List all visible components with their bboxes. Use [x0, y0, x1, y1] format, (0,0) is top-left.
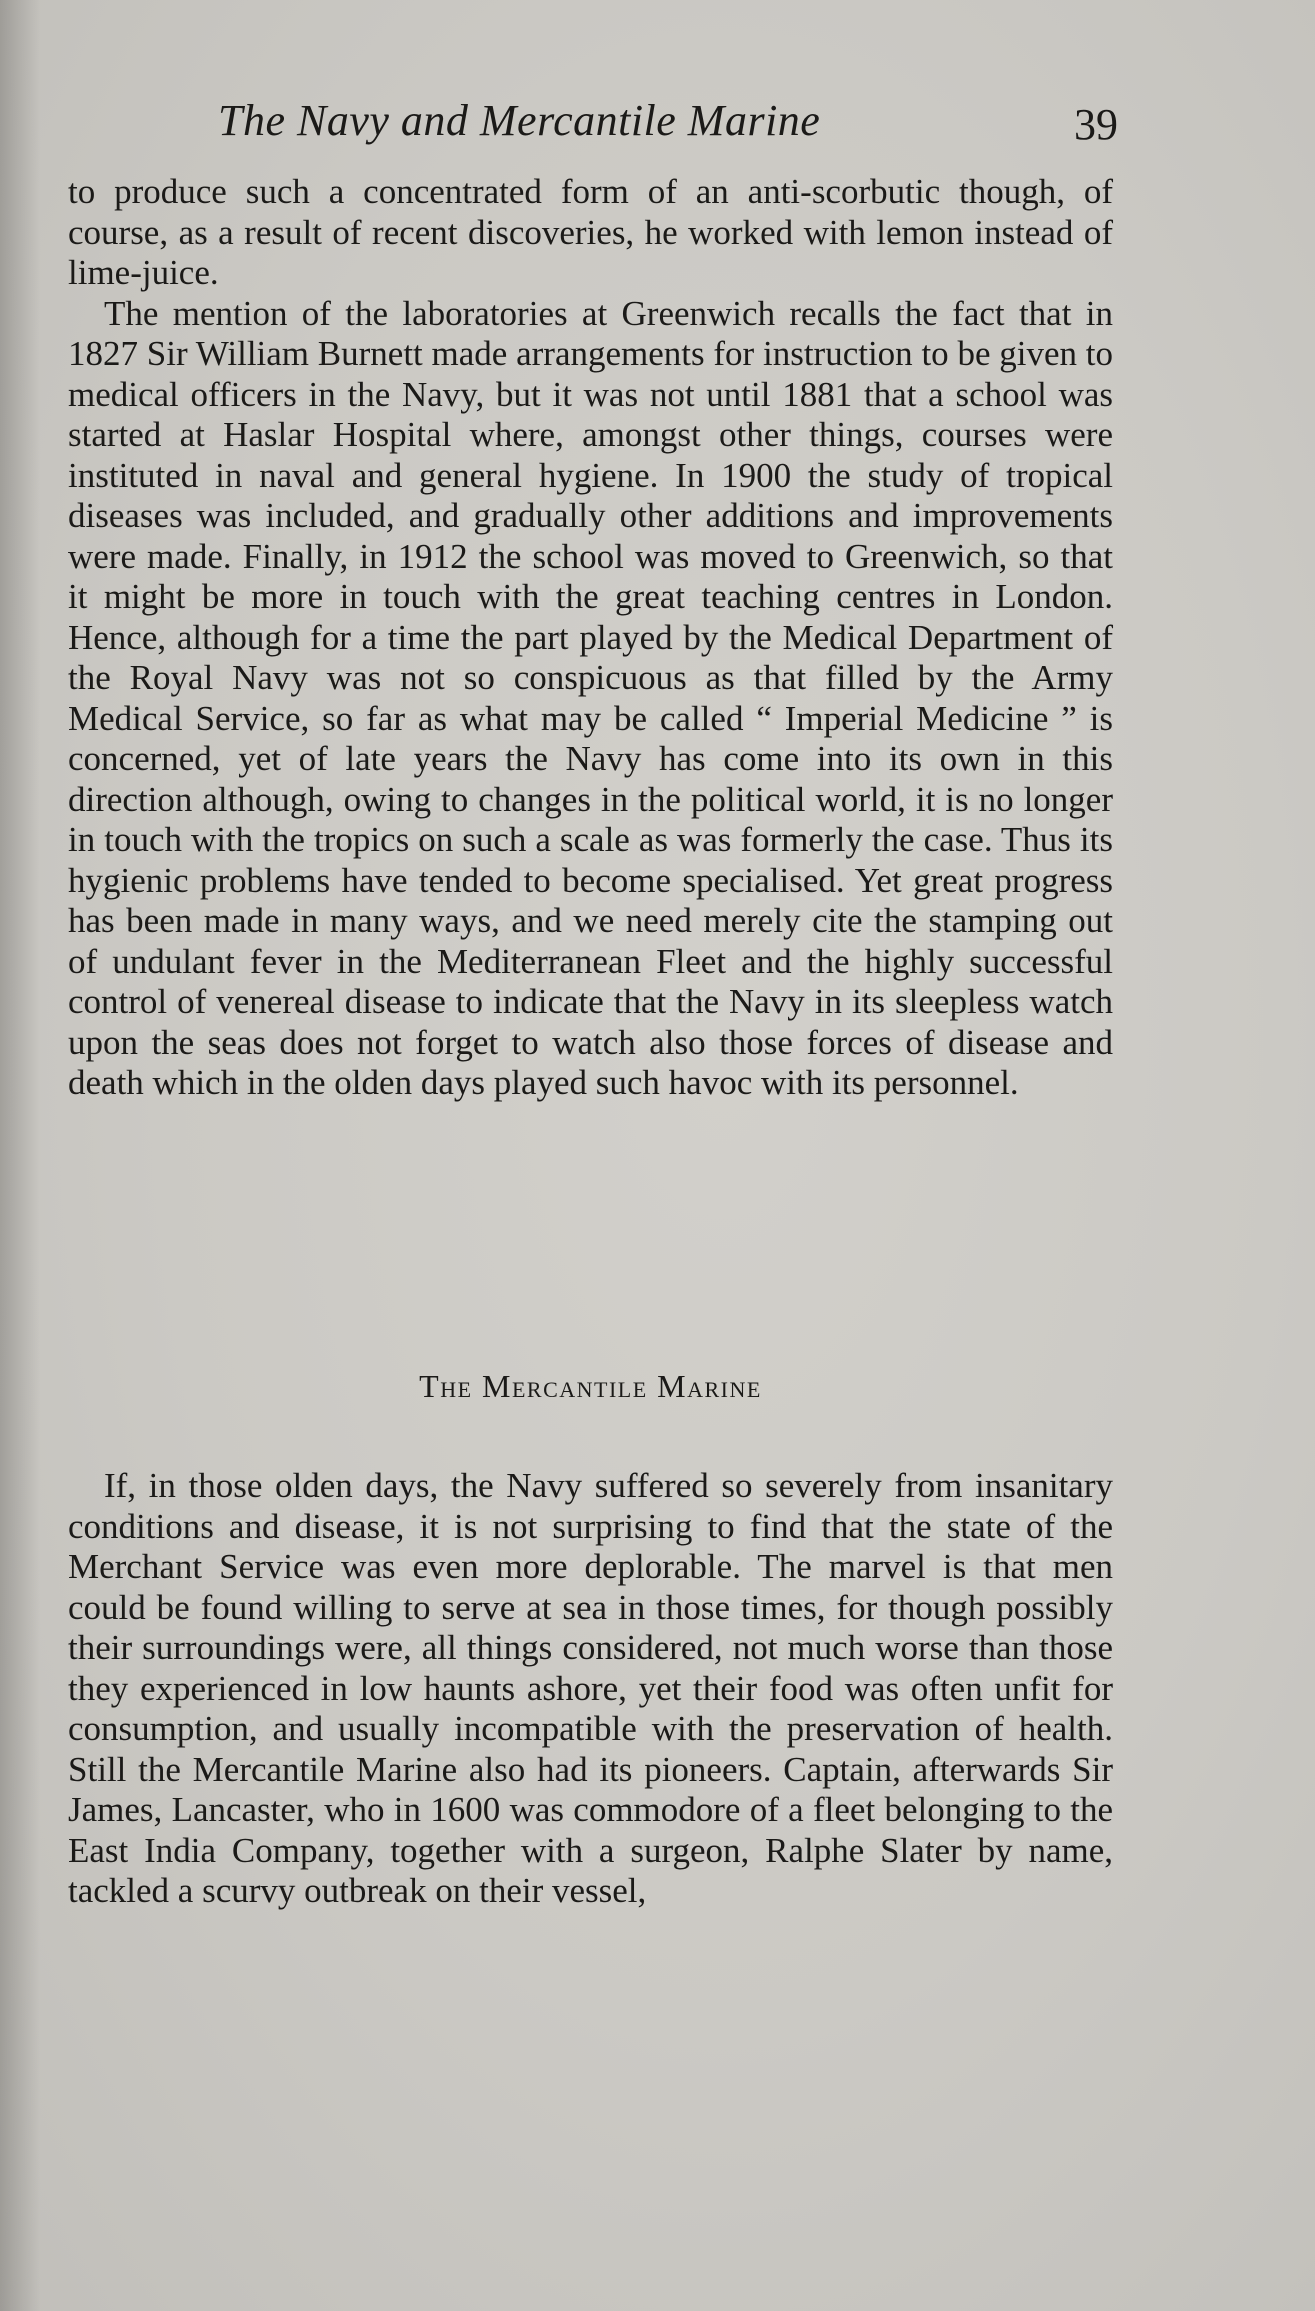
- body-text-after-heading: [68, 1466, 1113, 1912]
- section-heading: The Mercantile Marine: [419, 1368, 762, 1404]
- paragraph-merchant-service: If, in those olden days, the Navy suffered so severely from insanitary conditions and disease, it is not surprising to find that the state of the Merchant Service was even more deplorable. The marvel is that men could be found willing to serve at sea in those times, for though possibly their surroundings were, all things considered, not much worse than those they experienced in low haunts ashore, yet their food was often unfit for consumption, and usually incompatible with the preservation of health. Still the Mercantile Marine also had its pioneers. Captain, afterwards Sir James, Lancaster, who in 1600 was commodore of a fleet belonging to the East India Company, together with a surgeon, Ralphe Slater by name, tackled a scurvy outbreak on their vessel,: [68, 1466, 1113, 1910]
- paragraph-greenwich-school: The mention of the laboratories at Greenwich recalls the fact that in 1827 Sir William Burnett made arrangements for instruction to be given to medical officers in the Navy, but it was not until 1881 that a school was started at Haslar Hospital where, amongst other things, courses were instituted in naval and general hygiene. In 1900 the study of tropical diseases was included, and gradually other additions and improvements were made. Finally, in 1912 the school was moved to Greenwich, so that it might be more in touch with the great teaching centres in London. Hence, although for a time the part played by the Medical Department of the Royal Navy was not so conspicuous as that filled by the Army Medical Service, so far as what may be called “ Imperial Medicine ” is concerned, yet of late years the Navy has come into its own in this direction although, owing to changes in the political world, it is no longer in touch with the tropics on such a scale as was formerly the case. Thus its hygienic problems have tended to become specialised. Yet great progress has been made in many ways, and we need merely cite the stamping out of undulant fever in the Mediterranean Fleet and the highly successful control of venereal disease to indicate that the Navy in its sleepless watch upon the seas does not forget to watch also those forces of disease and death which in the olden days played such havoc with its personnel.: [68, 293, 1113, 1102]
- body-text-before-heading: [68, 172, 1113, 1104]
- page-header: [68, 95, 1118, 155]
- running-title: The Navy and Mercantile Marine: [218, 96, 821, 145]
- paragraph-continuation: to produce such a concentrated form of an anti-scorbutic though, of course, as a result of recent discoveries, he worked with lemon instead of lime-juice.: [68, 172, 1113, 292]
- gutter-shadow: [0, 0, 40, 2311]
- page-number: 39: [1074, 100, 1118, 149]
